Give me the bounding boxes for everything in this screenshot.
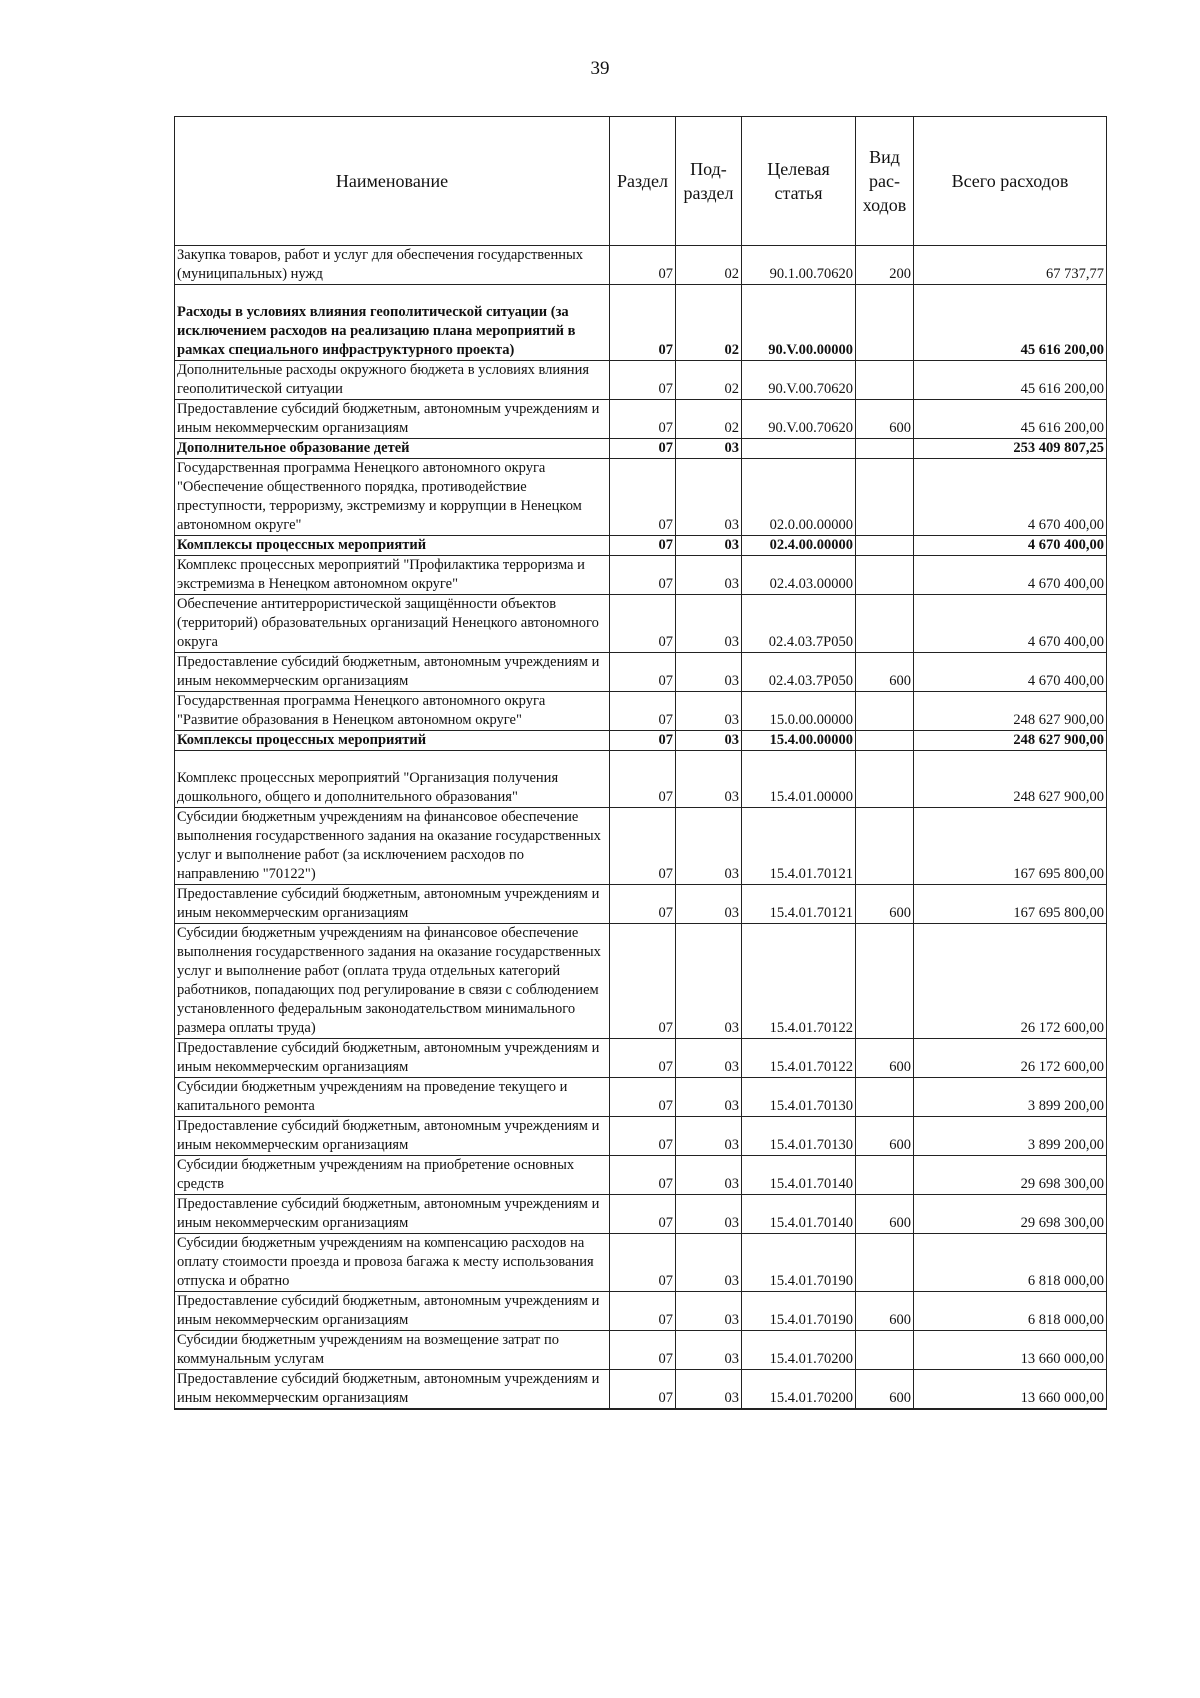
row-vid: 600: [856, 885, 914, 924]
row-name: Субсидии бюджетным учреждениям на приобретение основных средств: [175, 1156, 610, 1195]
row-total: 3 899 200,00: [914, 1078, 1107, 1117]
header-razdel: Раздел: [610, 117, 676, 246]
row-target: 15.4.00.00000: [742, 731, 856, 751]
row-total: 45 616 200,00: [914, 400, 1107, 439]
table-row: [175, 1039, 1107, 1078]
row-razdel: 07: [610, 808, 676, 885]
row-target: 15.4.01.70200: [742, 1331, 856, 1370]
row-vid: [856, 808, 914, 885]
row-target: 15.4.01.00000: [742, 751, 856, 808]
row-total: 4 670 400,00: [914, 536, 1107, 556]
row-target: 15.0.00.00000: [742, 692, 856, 731]
row-razdel: 07: [610, 459, 676, 536]
row-target: 02.4.03.7Р050: [742, 595, 856, 653]
row-razdel: 07: [610, 595, 676, 653]
table-row: [175, 653, 1107, 692]
row-razdel: 07: [610, 1370, 676, 1410]
row-name: Предоставление субсидий бюджетным, автономным учреждениям и иным некоммерческим организациям: [175, 885, 610, 924]
row-razdel: 07: [610, 285, 676, 361]
row-name: Субсидии бюджетным учреждениям на финансовое обеспечение выполнения государственного задания на оказание государственных услуг и выполнение работ (за исключением расходов по направлению "70122"): [175, 808, 610, 885]
row-target: 90.V.00.70620: [742, 361, 856, 400]
table-row: [175, 731, 1107, 751]
table-row: [175, 1078, 1107, 1117]
table-row: [175, 459, 1107, 536]
row-vid: [856, 556, 914, 595]
row-podrazdel: 03: [676, 1117, 742, 1156]
table-row: [175, 556, 1107, 595]
row-vid: 600: [856, 400, 914, 439]
row-name: Субсидии бюджетным учреждениям на возмещение затрат по коммунальным услугам: [175, 1331, 610, 1370]
row-razdel: 07: [610, 439, 676, 459]
header-vid: Вид рас- ходов: [856, 117, 914, 246]
row-razdel: 07: [610, 1156, 676, 1195]
row-razdel: 07: [610, 885, 676, 924]
row-podrazdel: 03: [676, 1331, 742, 1370]
row-razdel: 07: [610, 361, 676, 400]
table-row: [175, 1370, 1107, 1410]
row-name: Закупка товаров, работ и услуг для обеспечения государственных (муниципальных) нужд: [175, 246, 610, 285]
row-podrazdel: 03: [676, 653, 742, 692]
header-target: Целевая статья: [742, 117, 856, 246]
row-vid: [856, 536, 914, 556]
row-name: Предоставление субсидий бюджетным, автономным учреждениям и иным некоммерческим организациям: [175, 653, 610, 692]
row-total: 6 818 000,00: [914, 1234, 1107, 1292]
row-razdel: 07: [610, 1039, 676, 1078]
row-target: 15.4.01.70121: [742, 885, 856, 924]
row-target: 15.4.01.70190: [742, 1292, 856, 1331]
row-vid: 600: [856, 653, 914, 692]
row-podrazdel: 03: [676, 1156, 742, 1195]
row-razdel: 07: [610, 1292, 676, 1331]
row-vid: [856, 731, 914, 751]
row-vid: [856, 459, 914, 536]
row-total: 248 627 900,00: [914, 751, 1107, 808]
row-target: 02.0.00.00000: [742, 459, 856, 536]
row-target: 15.4.01.70130: [742, 1078, 856, 1117]
row-razdel: 07: [610, 400, 676, 439]
row-name: Предоставление субсидий бюджетным, автономным учреждениям и иным некоммерческим организациям: [175, 1292, 610, 1331]
row-total: 13 660 000,00: [914, 1370, 1107, 1410]
row-target: 02.4.03.7Р050: [742, 653, 856, 692]
row-name: Предоставление субсидий бюджетным, автономным учреждениям и иным некоммерческим организациям: [175, 1117, 610, 1156]
row-vid: 600: [856, 1195, 914, 1234]
row-podrazdel: 03: [676, 885, 742, 924]
row-vid: [856, 1234, 914, 1292]
row-target: [742, 439, 856, 459]
row-podrazdel: 03: [676, 808, 742, 885]
row-podrazdel: 03: [676, 1234, 742, 1292]
row-podrazdel: 03: [676, 1039, 742, 1078]
row-total: 248 627 900,00: [914, 731, 1107, 751]
row-total: 167 695 800,00: [914, 808, 1107, 885]
row-total: 26 172 600,00: [914, 1039, 1107, 1078]
row-vid: 600: [856, 1370, 914, 1410]
row-name: Субсидии бюджетным учреждениям на финансовое обеспечение выполнения государственного задания на оказание государственных услуг и выполнение работ (оплата труда отдельных категорий работников, попадающих под регулирование в связи с соблюдением установленного федеральным законодательством минимального размера оплаты труда): [175, 924, 610, 1039]
table-row: [175, 1156, 1107, 1195]
row-razdel: 07: [610, 1117, 676, 1156]
row-total: 45 616 200,00: [914, 361, 1107, 400]
row-target: 15.4.01.70200: [742, 1370, 856, 1410]
row-total: 45 616 200,00: [914, 285, 1107, 361]
row-podrazdel: 03: [676, 536, 742, 556]
row-razdel: 07: [610, 751, 676, 808]
table-row: [175, 1292, 1107, 1331]
row-podrazdel: 03: [676, 1370, 742, 1410]
row-vid: [856, 924, 914, 1039]
row-vid: 200: [856, 246, 914, 285]
row-vid: [856, 285, 914, 361]
row-total: 26 172 600,00: [914, 924, 1107, 1039]
row-razdel: 07: [610, 1331, 676, 1370]
row-total: 4 670 400,00: [914, 556, 1107, 595]
row-vid: [856, 439, 914, 459]
row-vid: [856, 1078, 914, 1117]
row-podrazdel: 03: [676, 595, 742, 653]
row-target: 15.4.01.70140: [742, 1195, 856, 1234]
row-vid: 600: [856, 1292, 914, 1331]
row-podrazdel: 03: [676, 751, 742, 808]
row-target: 15.4.01.70140: [742, 1156, 856, 1195]
row-podrazdel: 03: [676, 1078, 742, 1117]
table-row: [175, 885, 1107, 924]
row-total: 29 698 300,00: [914, 1195, 1107, 1234]
row-total: 6 818 000,00: [914, 1292, 1107, 1331]
row-vid: [856, 751, 914, 808]
row-target: 15.4.01.70122: [742, 1039, 856, 1078]
row-total: 167 695 800,00: [914, 885, 1107, 924]
header-name: Наименование: [175, 117, 610, 246]
row-name: Предоставление субсидий бюджетным, автономным учреждениям и иным некоммерческим организациям: [175, 1039, 610, 1078]
row-razdel: 07: [610, 1234, 676, 1292]
row-name: Субсидии бюджетным учреждениям на компенсацию расходов на оплату стоимости проезда и провоза багажа к месту использования отпуска и обратно: [175, 1234, 610, 1292]
row-razdel: 07: [610, 1078, 676, 1117]
row-podrazdel: 03: [676, 459, 742, 536]
row-total: 29 698 300,00: [914, 1156, 1107, 1195]
row-podrazdel: 03: [676, 692, 742, 731]
row-target: 90.1.00.70620: [742, 246, 856, 285]
row-name: Комплекс процессных мероприятий "Профилактика терроризма и экстремизма в Ненецком автономном округе": [175, 556, 610, 595]
row-podrazdel: 03: [676, 1195, 742, 1234]
row-vid: [856, 361, 914, 400]
row-total: 67 737,77: [914, 246, 1107, 285]
row-target: 15.4.01.70130: [742, 1117, 856, 1156]
row-name: Дополнительное образование детей: [175, 439, 610, 459]
table-body: [175, 246, 1107, 1410]
row-podrazdel: 02: [676, 400, 742, 439]
row-podrazdel: 03: [676, 1292, 742, 1331]
row-target: 90.V.00.00000: [742, 285, 856, 361]
row-target: 15.4.01.70122: [742, 924, 856, 1039]
row-podrazdel: 02: [676, 246, 742, 285]
row-name: Государственная программа Ненецкого автономного округа "Развитие образования в Ненецком автономном округе": [175, 692, 610, 731]
table-row: [175, 924, 1107, 1039]
row-total: 13 660 000,00: [914, 1331, 1107, 1370]
row-target: 02.4.03.00000: [742, 556, 856, 595]
row-target: 15.4.01.70190: [742, 1234, 856, 1292]
row-razdel: 07: [610, 692, 676, 731]
row-razdel: 07: [610, 246, 676, 285]
table-row: [175, 595, 1107, 653]
table-row: [175, 361, 1107, 400]
row-name: Комплексы процессных мероприятий: [175, 731, 610, 751]
header-podrazdel: Под- раздел: [676, 117, 742, 246]
table-header-row: [175, 117, 1107, 246]
table-row: [175, 1117, 1107, 1156]
budget-table: [174, 116, 1107, 1410]
table-row: [175, 536, 1107, 556]
table-row: [175, 246, 1107, 285]
row-name: Расходы в условиях влияния геополитической ситуации (за исключением расходов на реализацию плана мероприятий в рамках специального инфраструктурного проекта): [175, 285, 610, 361]
header-total: Всего расходов: [914, 117, 1107, 246]
table-row: [175, 692, 1107, 731]
row-total: 4 670 400,00: [914, 459, 1107, 536]
row-target: 02.4.00.00000: [742, 536, 856, 556]
row-total: 4 670 400,00: [914, 653, 1107, 692]
row-razdel: 07: [610, 556, 676, 595]
row-name: Предоставление субсидий бюджетным, автономным учреждениям и иным некоммерческим организациям: [175, 1195, 610, 1234]
row-razdel: 07: [610, 731, 676, 751]
row-vid: [856, 1156, 914, 1195]
row-vid: 600: [856, 1039, 914, 1078]
table-row: [175, 1195, 1107, 1234]
page-number: 39: [590, 58, 610, 79]
table-row: [175, 1331, 1107, 1370]
row-podrazdel: 03: [676, 924, 742, 1039]
row-vid: 600: [856, 1117, 914, 1156]
row-vid: [856, 595, 914, 653]
row-name: Дополнительные расходы окружного бюджета в условиях влияния геополитической ситуации: [175, 361, 610, 400]
row-razdel: 07: [610, 924, 676, 1039]
row-name: Предоставление субсидий бюджетным, автономным учреждениям и иным некоммерческим организациям: [175, 1370, 610, 1410]
row-total: 248 627 900,00: [914, 692, 1107, 731]
table-row: [175, 285, 1107, 361]
row-total: 3 899 200,00: [914, 1117, 1107, 1156]
table-row: [175, 751, 1107, 808]
row-target: 15.4.01.70121: [742, 808, 856, 885]
row-razdel: 07: [610, 536, 676, 556]
row-podrazdel: 03: [676, 731, 742, 751]
row-vid: [856, 1331, 914, 1370]
row-podrazdel: 02: [676, 361, 742, 400]
row-total: 4 670 400,00: [914, 595, 1107, 653]
row-name: Государственная программа Ненецкого автономного округа "Обеспечение общественного порядка, противодействие преступности, терроризму, экстремизму и коррупции в Ненецком автономном округе": [175, 459, 610, 536]
row-name: Субсидии бюджетным учреждениям на проведение текущего и капитального ремонта: [175, 1078, 610, 1117]
row-razdel: 07: [610, 653, 676, 692]
row-target: 90.V.00.70620: [742, 400, 856, 439]
row-name: Предоставление субсидий бюджетным, автономным учреждениям и иным некоммерческим организациям: [175, 400, 610, 439]
row-podrazdel: 02: [676, 285, 742, 361]
table-row: [175, 1234, 1107, 1292]
row-podrazdel: 03: [676, 439, 742, 459]
row-name: Комплексы процессных мероприятий: [175, 536, 610, 556]
row-vid: [856, 692, 914, 731]
row-podrazdel: 03: [676, 556, 742, 595]
row-razdel: 07: [610, 1195, 676, 1234]
table-row: [175, 400, 1107, 439]
table-row: [175, 808, 1107, 885]
table-row: [175, 439, 1107, 459]
row-name: Обеспечение антитеррористической защищённости объектов (территорий) образовательных организаций Ненецкого автономного округа: [175, 595, 610, 653]
row-name: Комплекс процессных мероприятий "Организация получения дошкольного, общего и дополнительного образования": [175, 751, 610, 808]
row-total: 253 409 807,25: [914, 439, 1107, 459]
